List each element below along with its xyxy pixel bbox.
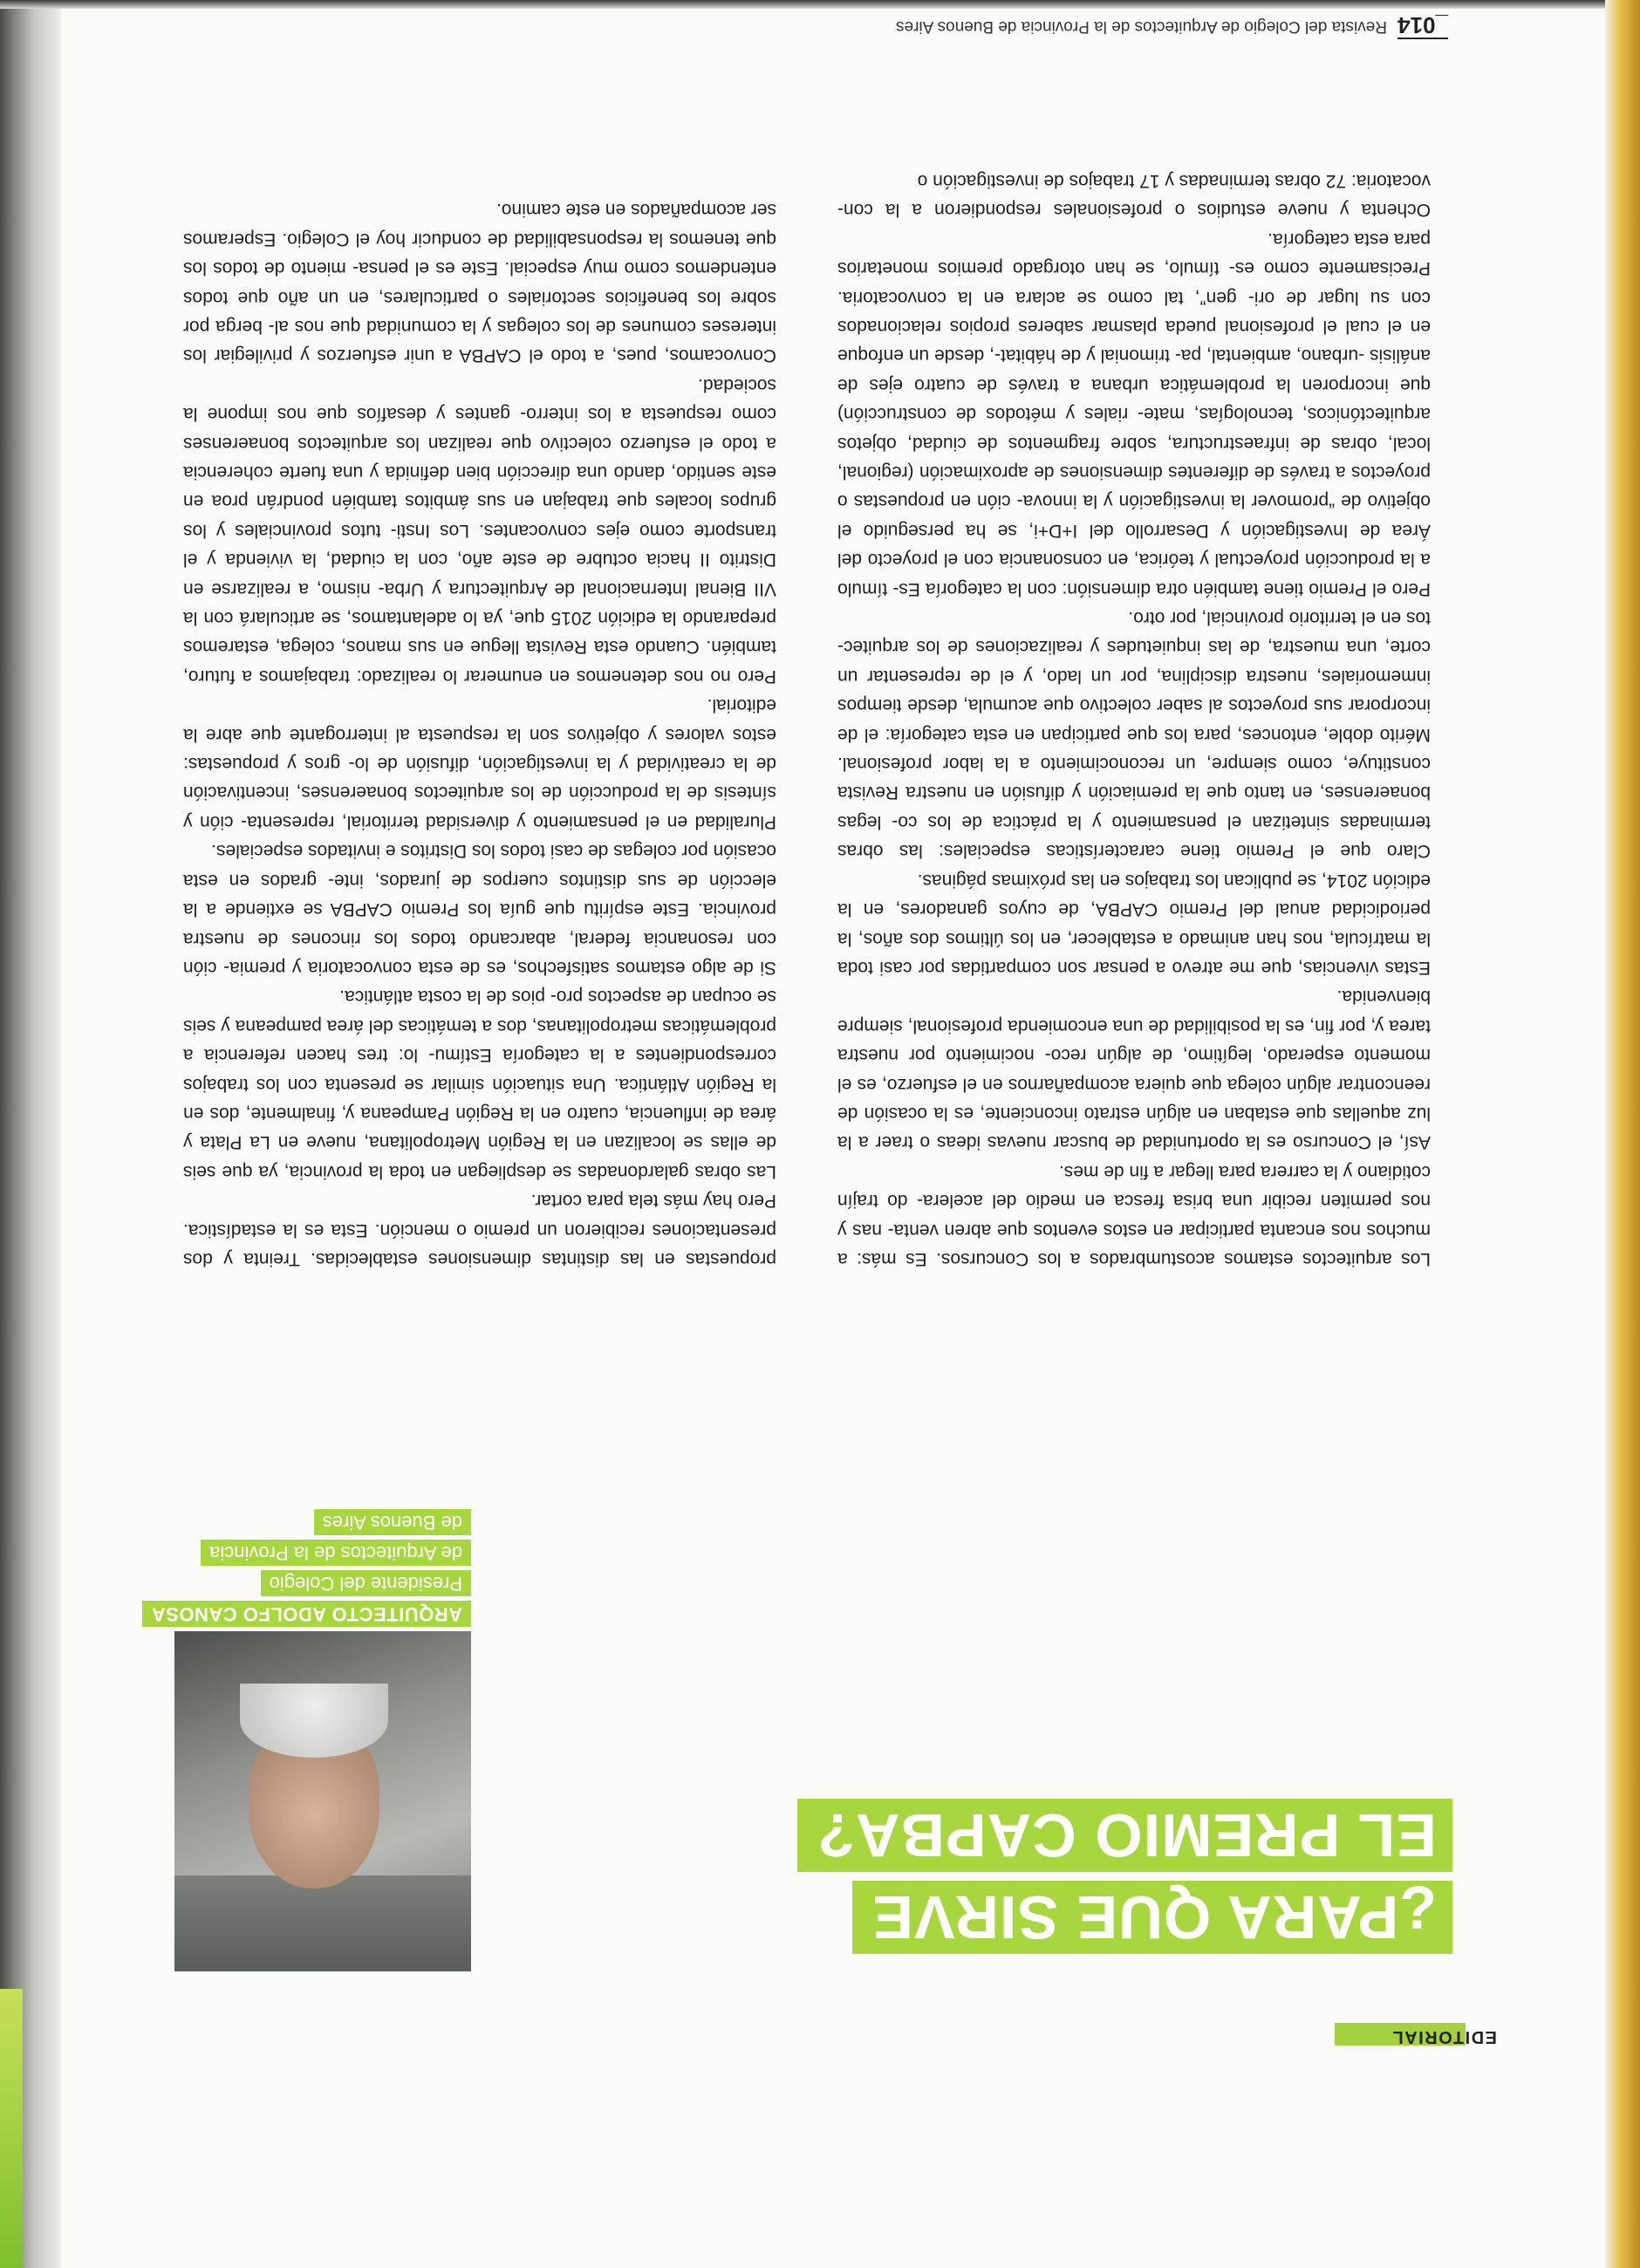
author-role-line-1: Presidente del Colegio xyxy=(261,1570,471,1596)
paragraph: Ochenta y nueve estudios o profesionales respondieron a la con- vocatoria: 72 obras terminadas y 17 trabajos de investigación o xyxy=(837,170,1431,221)
portrait-hair xyxy=(240,1684,388,1758)
paragraph: Las obras galardonadas se despliegan en toda la provincia, ya que seis de ellas se localizan en la Región Metropolitana, nueve en La Plata y área de influencia, cuatro en la Región Pampeana y, finalmente, dos en la Región Atlántica. Una situación similar se presenta con los trabajos correspondientes a la categoría Estímu- lo: tres hacen referencia a problemáticas metropolitanas, dos a temáticas del área pampeana y seis se ocupan de aspectos pro- pios de la costa atlántica. xyxy=(183,987,776,1182)
section-label: EDITORIAL xyxy=(1391,2027,1497,2047)
paragraph: Estas vivencias, que me atrevo a pensar son compartidas por casi toda la matrícula, nos han animado a establecer, en los últimos dos años, la periodicidad anual del Premio CAPBA, de cuyos ganadores, en la edición 2014, se publican los trabajos en las próximas páginas. xyxy=(837,870,1431,978)
paragraph: propuestas en las distintas dimensiones establecidas. Treinta y dos presentaciones recibieron un premio o mención. Esta es la estadística. Pero hay más tela para cortar. xyxy=(183,1191,776,1269)
editorial-title xyxy=(817,1799,1452,1954)
author-name: ARQUITECTO ADOLFO CANOSA xyxy=(142,1601,471,1627)
title-line-1: ¿PARA QUE SIRVE xyxy=(852,1881,1452,1954)
paragraph: Convocamos, pues, a todo el CAPBA a unir esfuerzos y privilegiar los intereses comunes de los colegas y la comunidad que nos al- berga por sobre los beneficios sectoriales o particulares, en un año que todos entendemos como muy especial. Este es el pensa- miento de todos los que tenemos la responsabilidad de conducir hoy el Colegio. Esperamos ser acompañados en este camino. xyxy=(183,200,776,366)
paragraph: Así, el Concurso es la oportunidad de buscar nuevas ideas o traer a la luz aquellas que estaban en algún estrato inconciente, es la ocasión de reencontrar algún colega que quiera acompañarnos en el esfuerzo, es el momento esperado, legítimo, de algún reco- nocimiento por nuestra tarea y, por fin, es la posibilidad de una encomienda profesional, siempre bienvenida. xyxy=(837,987,1431,1153)
title-line-2: EL PREMIO CAPBA? xyxy=(797,1799,1452,1872)
paragraph: Pero el Premio tiene también otra dimensión: con la categoría Es- tímulo a la producción proyectual y teórica, en consonancia con el proyecto del Área de Investigación y Desarrollo del I+D+i, se ha perseguido el objetivo de “promover la investigación y la innova- ción en propuestas o proyectos a través de diferentes dimensiones de aproximación (regional, local, obras de infraestructura, sobre fragmentos de ciudad, objetos arquitectónicos, tecnologías, mate- riales y métodos de construcción) que incorporen la problemática urbana a través de cuatro ejes de análisis -urbano, ambiental, pa- trimonial y de hábitat-, desde un enfoque en el cual el profesional pueda plasmar saberes propios relacionados con su lugar de ori- gen”, tal como se aclara en la convocatoria. Precisamente como es- tímulo, se han otorgado premios monetarios para esta categoría. xyxy=(837,229,1431,599)
publication-name: Revista del Colegio de Arquitectos de la Provincia de Buenos Aires xyxy=(896,17,1387,36)
author-role-line-2: de Arquitectos de la Provincia xyxy=(201,1540,471,1566)
paragraph: Si de algo estamos satisfechos, es de esta convocatoria y premia- ción con resonancia federal, abarcando todos los rincones de nuestra provincia. Este espíritu que guía los Premio CAPBA se extiende a la elección de sus distintos cuerpos de jurados, inte- grados en esta ocasión por colegas de casi todos los Distritos e invitados especiales. xyxy=(183,841,776,978)
paragraph: Pero no nos detenemos en enumerar lo realizado: trabajamos a futuro, también. Cuando esta Revista llegue en sus manos, colega, estaremos preparando la edición 2015 que, ya lo adelantamos, se articulará con la VII Bienal Internacional de Arquitectura y Urba- nismo, a realizarse en Distrito II hacia octubre de este año, con la ciudad, la vivienda y el transporte como ejes convocantes. Los Insti- tutos provinciales y los grupos locales que trabajan en sus ámbitos también pondrán proa en este sentido, dando una dirección bien definida y una fuerte coherencia a todo el esfuerzo colectivo que realizan los arquitectos bonaerenses como respuesta a los interro- gantes y desafíos que nos impone la sociedad. xyxy=(183,374,776,687)
paragraph: Claro que el Premio tiene características especiales: las obras terminadas sintetizan el pensamiento y la práctica de los co- legas bonaerenses, en tanto que la premiación y difusión en nuestra Revista constituye, como siempre, un reconocimiento a la labor profesional. Mérito doble, entonces, para los que participan en esta categoría: el de incorporar sus proyectos al saber colectivo que acumula, desde tiempos inmemoriales, nuestra disciplina, por un lado, y el de representar un corte, una muestra, de las inquietudes y realizaciones de los arquitec- tos en el territorio provincial, por otro. xyxy=(837,608,1431,862)
author-portrait-photo-icon xyxy=(174,1631,471,1971)
page-number: _014 xyxy=(1397,12,1448,38)
portrait-suit xyxy=(174,1875,471,1971)
paragraph: Pluralidad en el pensamiento y diversidad territorial, representa- ción y síntesis de la producción de los arquitectos bonaerenses, incentivación de la creatividad y la investigación, difusión de lo- gros y propuestas: estos valores y objetivos son la respuesta al interrogante que abre la editorial. xyxy=(183,695,776,832)
author-role-line-3: de Buenos Aires xyxy=(314,1509,471,1535)
body-column-right xyxy=(183,195,776,1274)
author-caption xyxy=(140,1509,471,1627)
body-column-left xyxy=(837,167,1431,1274)
paragraph: Los arquitectos estamos acostumbrados a los Concursos. Es más: a muchos nos encanta participar en estos eventos que abren venta- nas y nos permiten recibir una brisa fresca en medio del acelera- do trajín cotidiano y la carrera para llegar a fin de mes. xyxy=(837,1161,1431,1269)
